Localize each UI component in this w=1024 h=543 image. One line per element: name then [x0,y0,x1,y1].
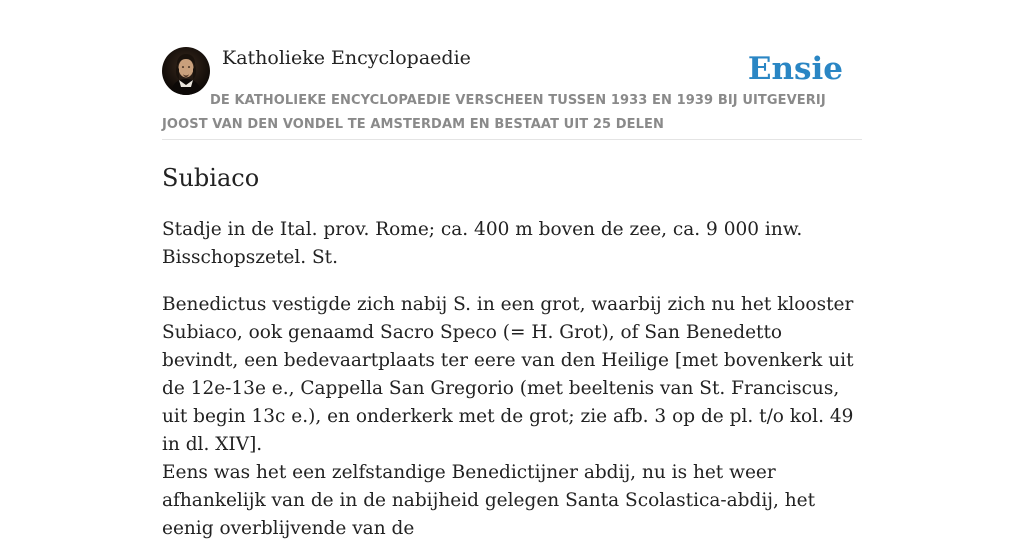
article-paragraph: Benedictus vestigde zich nabij S. in een grot, waarbij zich nu het klooster Subiaco, ook genaamd Sacro Speco (= H. Grot), of San Benedetto bevindt, een bedevaartplaats ter eere van den Heilige [met bovenkerk uit de 12e-13e e., Cappella San Gregorio (met beeltenis van St. Franciscus, uit begin 13c e.), en onderkerk met de grot; zie afb. 3 op de pl. t/o kol. 49 in dl. XIV]. [162,294,854,455]
portrait-avatar-icon[interactable] [162,47,210,95]
site-name[interactable]: Katholieke Encyclopaedie [222,47,471,69]
header-divider [162,139,862,140]
article-paragraph: Stadje in de Ital. prov. Rome; ca. 400 m boven de zee, ca. 9 000 inw. Bisschopszetel. St. [162,219,803,268]
brand-logo[interactable]: Ensie [747,51,843,87]
article-title: Subiaco [162,164,260,192]
site-tagline: DE KATHOLIEKE ENCYCLOPAEDIE VERSCHEEN TUSSEN 1933 EN 1939 BIJ UITGEVERIJ JOOST VAN DEN VONDEL TE AMSTERDAM EN BESTAAT UIT 25 DELEN [162,93,826,132]
page [162,0,862,539]
article-paragraph: Eens was het een zelfstandige Benedictijner abdij, nu is het weer afhankelijk van de in de nabijheid gelegen Santa Scolastica-abdij, het eenig overblijvende van de [162,462,816,539]
